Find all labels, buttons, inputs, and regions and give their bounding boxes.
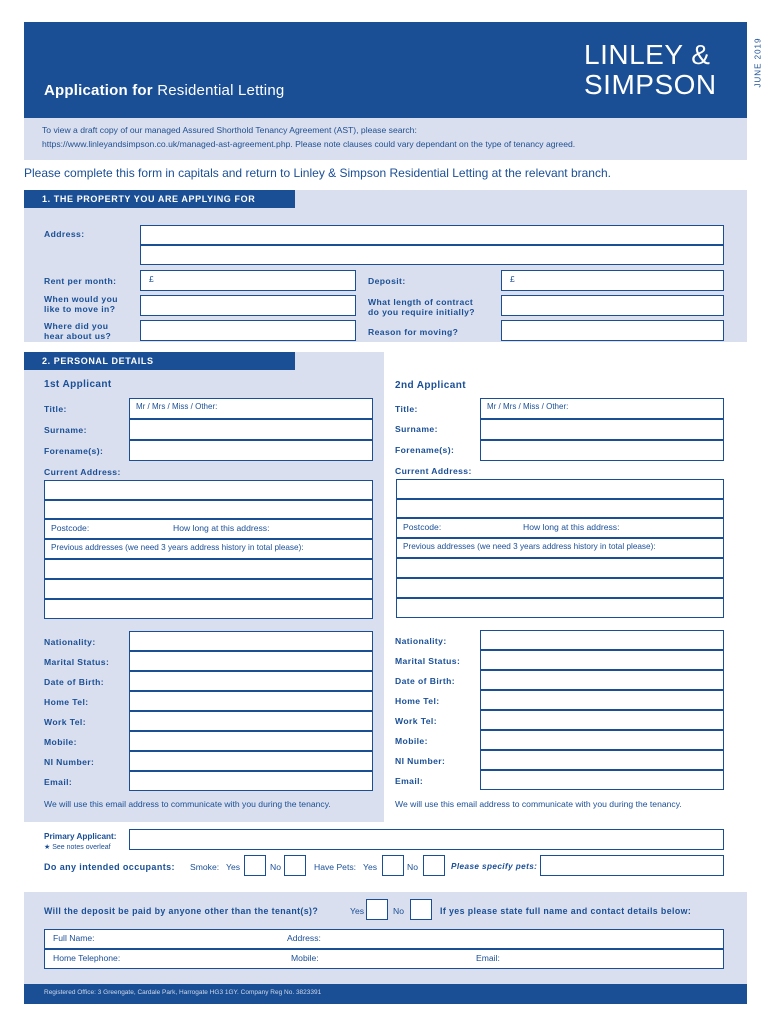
a1-mobile-field[interactable] — [129, 731, 373, 751]
section-2-title: 2. PERSONAL DETAILS — [24, 352, 295, 370]
a2-previous-line-2[interactable] — [396, 578, 724, 598]
a1-surname-label: Surname: — [44, 425, 87, 435]
a1-postcode-row[interactable]: Postcode: How long at this address: — [44, 519, 373, 539]
a1-dob-label: Date of Birth: — [44, 677, 105, 687]
a2-home-tel-field[interactable] — [480, 690, 724, 710]
intro-box — [24, 118, 747, 160]
a2-ni-field[interactable] — [480, 750, 724, 770]
a1-email-field[interactable] — [129, 771, 373, 791]
deposit-yes-label: Yes — [350, 906, 365, 916]
applicant-1-heading: 1st Applicant — [44, 379, 112, 390]
deposit-yes-checkbox[interactable] — [366, 899, 388, 920]
footer-bar — [24, 984, 747, 1004]
a1-current-address-label: Current Address: — [44, 467, 121, 477]
a1-forenames-label: Forename(s): — [44, 446, 104, 456]
a1-previous-row[interactable]: Previous addresses (we need 3 years address history in total please): — [44, 539, 373, 559]
a2-title-label: Title: — [395, 404, 418, 414]
deposit-payer-row-1[interactable]: Full Name: Address: — [44, 929, 724, 949]
a2-home-tel-label: Home Tel: — [395, 696, 440, 706]
a2-work-tel-field[interactable] — [480, 710, 724, 730]
a2-address-line-2[interactable] — [396, 499, 724, 518]
deposit-payer-row-2[interactable]: Home Telephone: Mobile: Email: — [44, 949, 724, 969]
a2-postcode-row[interactable]: Postcode: How long at this address: — [396, 518, 724, 538]
a2-mobile-field[interactable] — [480, 730, 724, 750]
smoke-no-label: No — [270, 862, 281, 872]
smoke-no-checkbox[interactable] — [284, 855, 306, 876]
primary-applicant-field[interactable] — [129, 829, 724, 850]
address-field-2[interactable] — [140, 245, 724, 265]
applicant-2-heading: 2nd Applicant — [395, 380, 466, 391]
a2-email-label: Email: — [395, 776, 424, 786]
rent-field[interactable] — [140, 270, 356, 291]
a2-forenames-label: Forename(s): — [395, 445, 455, 455]
contract-length-field[interactable] — [501, 295, 724, 316]
a1-ni-label: NI Number: — [44, 757, 95, 767]
pets-yes-label: Yes — [363, 862, 378, 872]
a2-current-address-label: Current Address: — [395, 466, 472, 476]
move-in-field[interactable] — [140, 295, 356, 316]
pets-yes-checkbox[interactable] — [382, 855, 404, 876]
a1-ni-field[interactable] — [129, 751, 373, 771]
see-notes-text: ★ See notes overleaf — [44, 844, 111, 851]
a1-work-tel-label: Work Tel: — [44, 717, 86, 727]
rent-label: Rent per month: — [44, 276, 117, 286]
a2-previous-row[interactable]: Previous addresses (we need 3 years address history in total please): — [396, 538, 724, 558]
a1-surname-field[interactable] — [129, 419, 373, 440]
a2-surname-label: Surname: — [395, 424, 438, 434]
a1-marital-label: Marital Status: — [44, 657, 110, 667]
a1-mobile-label: Mobile: — [44, 737, 77, 747]
pets-no-label: No — [407, 862, 418, 872]
a2-marital-field[interactable] — [480, 650, 724, 670]
specify-pets-field[interactable] — [540, 855, 724, 876]
smoke-yes-label: Yes — [226, 862, 241, 872]
specify-pets-label: Please specify pets: — [451, 862, 538, 871]
company-logo: LINLEY & SIMPSON — [584, 39, 717, 100]
a2-surname-field[interactable] — [480, 419, 724, 440]
rent-currency: £ — [149, 274, 154, 284]
section-1-title: 1. THE PROPERTY YOU ARE APPLYING FOR — [24, 190, 295, 208]
a1-previous-line-3[interactable] — [44, 599, 373, 619]
deposit-no-checkbox[interactable] — [410, 899, 432, 920]
page-title: Application for Residential Letting — [44, 82, 285, 99]
deposit-field[interactable] — [501, 270, 724, 291]
a2-dob-field[interactable] — [480, 670, 724, 690]
deposit-label: Deposit: — [368, 276, 406, 286]
intro-line-1: To view a draft copy of our managed Assured Shorthold Tenancy Agreement (AST), please search: — [42, 125, 417, 135]
a1-email-label: Email: — [44, 777, 73, 787]
a2-previous-line-1[interactable] — [396, 558, 724, 578]
a2-email-field[interactable] — [480, 770, 724, 790]
a1-home-tel-label: Home Tel: — [44, 697, 89, 707]
footer-text: Registered Office: 3 Greengate, Cardale Park, Harrogate HG3 1GY. Company Reg No. 3823391 — [44, 989, 322, 996]
a1-address-line-1[interactable] — [44, 480, 373, 500]
a2-dob-label: Date of Birth: — [395, 676, 456, 686]
a1-previous-line-2[interactable] — [44, 579, 373, 599]
a2-nationality-field[interactable] — [480, 630, 724, 650]
contract-length-label: What length of contract do you require initially? — [368, 297, 475, 317]
deposit-no-label: No — [393, 906, 404, 916]
a1-work-tel-field[interactable] — [129, 711, 373, 731]
deposit-currency: £ — [510, 274, 515, 284]
instruction-text: Please complete this form in capitals and return to Linley & Simpson Residential Letting at the relevant branch. — [24, 166, 611, 180]
a1-nationality-label: Nationality: — [44, 637, 96, 647]
reason-field[interactable] — [501, 320, 724, 341]
occupants-question: Do any intended occupants: — [44, 862, 175, 872]
deposit-if-yes-text: If yes please state full name and contact details below: — [440, 906, 692, 916]
a2-nationality-label: Nationality: — [395, 636, 447, 646]
primary-applicant-label: Primary Applicant: — [44, 832, 117, 841]
a2-address-line-1[interactable] — [396, 479, 724, 499]
a2-title-field[interactable]: Mr / Mrs / Miss / Other: — [480, 398, 724, 419]
a1-dob-field[interactable] — [129, 671, 373, 691]
address-field-1[interactable] — [140, 225, 724, 245]
a1-nationality-field[interactable] — [129, 631, 373, 651]
deposit-question: Will the deposit be paid by anyone other than the tenant(s)? — [44, 906, 319, 916]
a1-home-tel-field[interactable] — [129, 691, 373, 711]
smoke-label: Smoke: — [190, 862, 220, 872]
a2-previous-line-3[interactable] — [396, 598, 724, 618]
a2-ni-label: NI Number: — [395, 756, 446, 766]
reason-label: Reason for moving? — [368, 327, 459, 337]
a2-work-tel-label: Work Tel: — [395, 716, 437, 726]
hear-about-label: Where did you hear about us? — [44, 321, 112, 341]
smoke-yes-checkbox[interactable] — [244, 855, 266, 876]
a1-marital-field[interactable] — [129, 651, 373, 671]
move-in-label: When would you like to move in? — [44, 294, 118, 314]
a2-email-note: We will use this email address to communicate with you during the tenancy. — [395, 799, 682, 809]
a1-title-label: Title: — [44, 404, 67, 414]
pets-label: Have Pets: — [314, 862, 357, 872]
a1-title-field[interactable]: Mr / Mrs / Miss / Other: — [129, 398, 373, 419]
intro-line-2: https://www.linleyandsimpson.co.uk/managed-ast-agreement.php. Please note clauses could vary dependant on the type of tenancy agreed. — [42, 139, 576, 149]
pets-no-checkbox[interactable] — [423, 855, 445, 876]
address-label: Address: — [44, 229, 85, 239]
a1-address-line-2[interactable] — [44, 500, 373, 519]
a2-mobile-label: Mobile: — [395, 736, 428, 746]
a1-forenames-field[interactable] — [129, 440, 373, 461]
a1-previous-line-1[interactable] — [44, 559, 373, 579]
a2-marital-label: Marital Status: — [395, 656, 461, 666]
date-tag: JUNE 2019 — [753, 37, 763, 88]
hear-about-field[interactable] — [140, 320, 356, 341]
a1-email-note: We will use this email address to communicate with you during the tenancy. — [44, 799, 331, 809]
a2-forenames-field[interactable] — [480, 440, 724, 461]
